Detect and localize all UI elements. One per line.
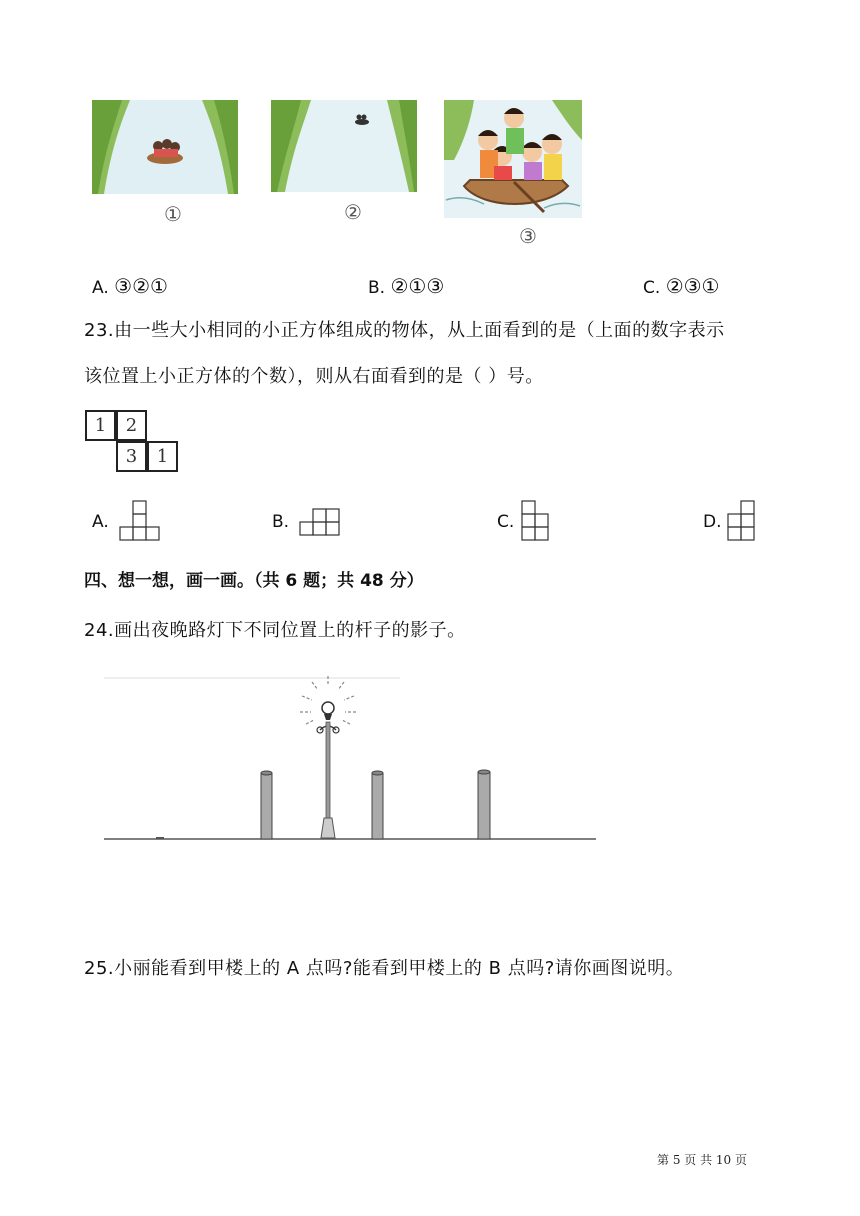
option-letter: B. bbox=[368, 278, 386, 298]
question-23-line1: 23.由一些大小相同的小正方体组成的物体，从上面看到的是（上面的数字表示 bbox=[84, 320, 725, 341]
option-c[interactable] bbox=[497, 510, 514, 534]
option-a[interactable] bbox=[92, 510, 109, 534]
option-b[interactable] bbox=[272, 510, 289, 534]
picture-2 bbox=[271, 100, 417, 192]
grid-cell: 3 bbox=[116, 441, 147, 472]
option-text: ②①③ bbox=[390, 274, 445, 298]
option-b[interactable] bbox=[368, 274, 444, 300]
top-view-grid bbox=[85, 410, 183, 476]
option-a[interactable] bbox=[92, 274, 168, 300]
option-d-figure bbox=[725, 499, 757, 547]
option-a-figure bbox=[119, 499, 161, 547]
option-text: ③②① bbox=[114, 274, 168, 298]
picture-3-label: ③ bbox=[519, 224, 537, 248]
grid-cell: 1 bbox=[85, 410, 116, 441]
option-letter: A. bbox=[92, 512, 109, 532]
option-b-figure bbox=[298, 508, 342, 542]
option-letter: D. bbox=[703, 512, 722, 532]
question-24: 24.画出夜晚路灯下不同位置上的杆子的影子。 bbox=[84, 620, 466, 641]
option-letter: B. bbox=[272, 512, 290, 532]
grid-cell: 2 bbox=[116, 410, 147, 441]
section-title: 四、想一想，画一画。（共 6 题；共 48 分） bbox=[84, 571, 424, 591]
grid-cell: 1 bbox=[147, 441, 178, 472]
option-d[interactable] bbox=[703, 510, 722, 534]
page-footer: 第 5 页 共 10 页 bbox=[657, 1153, 747, 1167]
picture-2-label: ② bbox=[344, 200, 362, 224]
option-c-figure bbox=[519, 499, 551, 547]
picture-1-label: ① bbox=[164, 202, 182, 226]
picture-3 bbox=[444, 100, 582, 218]
picture-1 bbox=[92, 100, 238, 194]
option-letter: C. bbox=[497, 512, 515, 532]
street-lamp-figure bbox=[100, 672, 600, 848]
option-letter: C. bbox=[643, 278, 661, 298]
option-text: ②③① bbox=[665, 274, 720, 298]
option-c[interactable] bbox=[643, 274, 719, 300]
question-25: 25.小丽能看到甲楼上的 A 点吗?能看到甲楼上的 B 点吗?请你画图说明。 bbox=[84, 958, 685, 979]
question-23-line2: 该位置上小正方体的个数），则从右面看到的是（ ）号。 bbox=[84, 366, 544, 387]
option-letter: A. bbox=[92, 278, 109, 298]
